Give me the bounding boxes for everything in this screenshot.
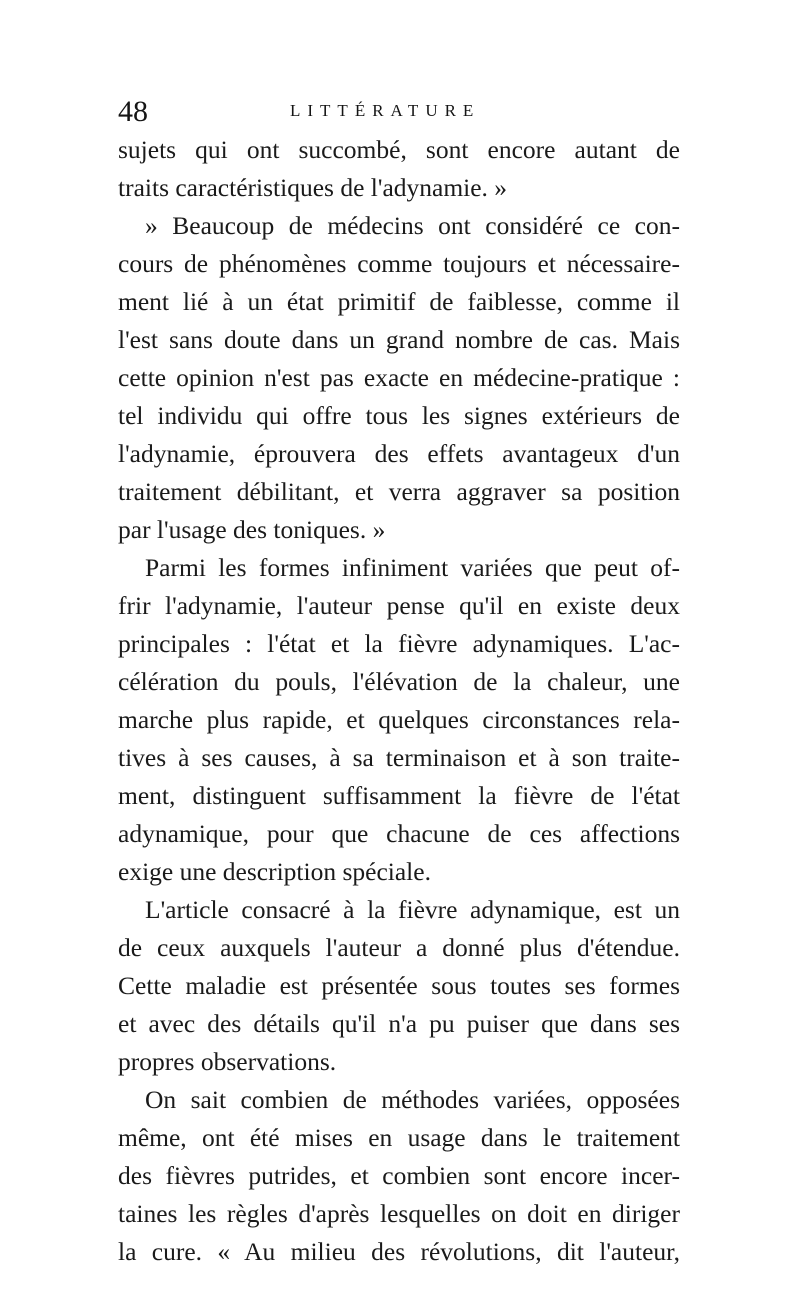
text-line: traits caractéristiques de l'adynamie. » bbox=[118, 173, 508, 202]
text-line: des fièvres putrides, et combien sont encore incer- bbox=[118, 1161, 680, 1190]
text-line: ment lié à un état primitif de faiblesse, comme il bbox=[118, 287, 680, 316]
text-line: ment, distinguent suffisamment la fièvre de l'état bbox=[118, 781, 680, 810]
section-title: LITTÉRATURE bbox=[290, 101, 481, 120]
text-line: propres observations. bbox=[118, 1047, 337, 1076]
text-line: principales : l'état et la fièvre adynamiques. L'ac- bbox=[118, 629, 680, 658]
text-line: L'article consacré à la fièvre adynamique, est un bbox=[145, 895, 680, 924]
text-line: On sait combien de méthodes variées, opposées bbox=[145, 1085, 680, 1114]
text-line: cours de phénomènes comme toujours et nécessaire- bbox=[118, 249, 680, 278]
text-line: l'adynamie, éprouvera des effets avantageux d'un bbox=[118, 439, 680, 468]
text-line: exige une description spéciale. bbox=[118, 857, 431, 886]
text-line: l'est sans doute dans un grand nombre de cas. Mais bbox=[118, 325, 680, 354]
text-line: la cure. « Au milieu des révolutions, dit l'auteur, bbox=[118, 1237, 680, 1266]
text-line: taines les règles d'après lesquelles on doit en diriger bbox=[118, 1199, 680, 1228]
text-line: par l'usage des toniques. » bbox=[118, 515, 386, 544]
text-line: cette opinion n'est pas exacte en médecine-pratique : bbox=[118, 363, 680, 392]
text-line: » Beaucoup de médecins ont considéré ce con- bbox=[145, 211, 680, 240]
text-line: Parmi les formes infiniment variées que peut of- bbox=[145, 553, 680, 582]
text-line: même, ont été mises en usage dans le traitement bbox=[118, 1123, 680, 1152]
body-text bbox=[118, 131, 680, 1271]
text-line: adynamique, pour que chacune de ces affections bbox=[118, 819, 680, 848]
text-line: traitement débilitant, et verra aggraver sa position bbox=[118, 477, 680, 506]
text-line: de ceux auxquels l'auteur a donné plus d'étendue. bbox=[118, 933, 680, 962]
text-line: Cette maladie est présentée sous toutes ses formes bbox=[118, 971, 680, 1000]
text-line: frir l'adynamie, l'auteur pense qu'il en existe deux bbox=[118, 591, 680, 620]
text-line: marche plus rapide, et quelques circonstances rela- bbox=[118, 705, 680, 734]
text-line: tel individu qui offre tous les signes extérieurs de bbox=[118, 401, 680, 430]
running-head bbox=[118, 92, 680, 132]
text-line: et avec des détails qu'il n'a pu puiser que dans ses bbox=[118, 1009, 680, 1038]
text-line: célération du pouls, l'élévation de la chaleur, une bbox=[118, 667, 680, 696]
page-number: 48 bbox=[118, 95, 148, 128]
text-line: sujets qui ont succombé, sont encore autant de bbox=[118, 135, 680, 164]
text-line: tives à ses causes, à sa terminaison et à son traite- bbox=[118, 743, 680, 772]
